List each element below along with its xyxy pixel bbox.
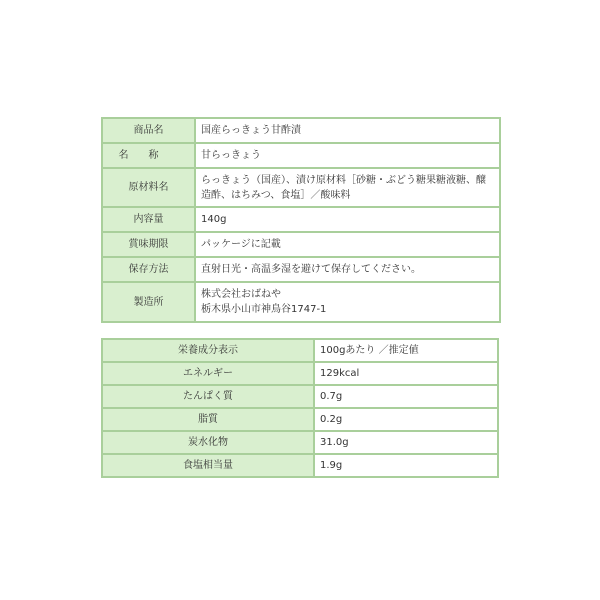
table-row	[102, 385, 498, 408]
row-label-product-name: 商品名	[102, 118, 195, 143]
row-value-manufacturer	[195, 282, 500, 322]
nutrient-label-energy: エネルギー	[102, 362, 314, 385]
nutrient-label-salt: 食塩相当量	[102, 454, 314, 477]
nutrient-value-fat: 0.2g	[314, 408, 498, 431]
table-row	[102, 118, 500, 143]
nutrient-value-protein: 0.7g	[314, 385, 498, 408]
table-row	[102, 431, 498, 454]
row-label-best-before: 賞味期限	[102, 232, 195, 257]
row-label-storage: 保存方法	[102, 257, 195, 282]
manufacturer-address: 栃木県小山市神鳥谷1747-1	[201, 304, 327, 315]
table-row	[102, 143, 500, 168]
nutrition-header-basis: 100gあたり ／推定値	[314, 339, 498, 362]
table-row	[102, 168, 500, 207]
row-value-product-name: 国産らっきょう甘酢漬	[195, 118, 500, 143]
row-value-net-content: 140g	[195, 207, 500, 232]
table-row	[102, 257, 500, 282]
table-row	[102, 408, 498, 431]
nutrient-value-salt: 1.9g	[314, 454, 498, 477]
nutrient-value-energy: 129kcal	[314, 362, 498, 385]
row-value-ingredients: らっきょう（国産）、漬け原材料［砂糖・ぶどう糖果糖液糖、醸造酢、はちみつ、食塩］／酸味料	[195, 168, 500, 207]
nutrient-label-protein: たんぱく質	[102, 385, 314, 408]
row-label-manufacturer: 製造所	[102, 282, 195, 322]
nutrient-label-fat: 脂質	[102, 408, 314, 431]
row-label-name: 名称	[102, 143, 195, 168]
table-header-row	[102, 339, 498, 362]
nutrition-facts-table	[101, 338, 499, 478]
row-label-ingredients: 原材料名	[102, 168, 195, 207]
row-value-name: 甘らっきょう	[195, 143, 500, 168]
manufacturer-company: 株式会社おばねや	[201, 289, 281, 300]
row-value-storage: 直射日光・高温多湿を避けて保存してください。	[195, 257, 500, 282]
row-label-net-content: 内容量	[102, 207, 195, 232]
table-row	[102, 232, 500, 257]
table-row	[102, 454, 498, 477]
product-info-table	[101, 117, 501, 323]
table-row	[102, 282, 500, 322]
nutrient-label-carbohydrate: 炭水化物	[102, 431, 314, 454]
nutrient-value-carbohydrate: 31.0g	[314, 431, 498, 454]
table-row	[102, 207, 500, 232]
row-value-best-before: パッケージに記載	[195, 232, 500, 257]
table-row	[102, 362, 498, 385]
nutrition-header-label: 栄養成分表示	[102, 339, 314, 362]
